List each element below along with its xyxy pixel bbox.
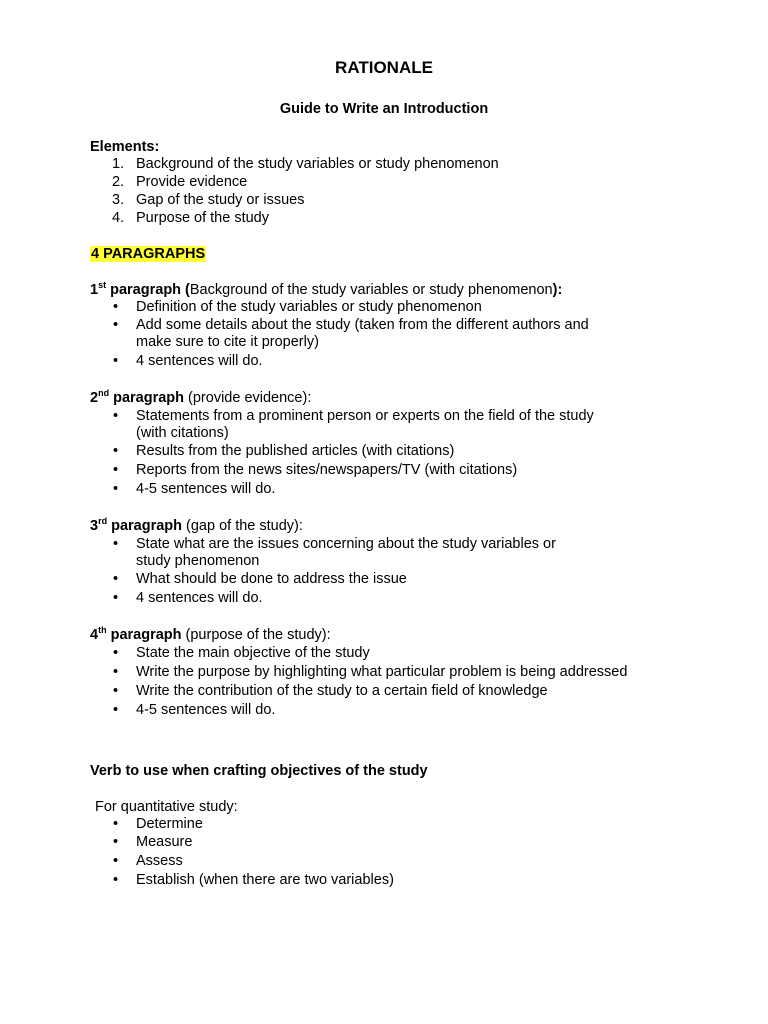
list-item: • 4-5 sentences will do. xyxy=(113,481,276,497)
bullet: • xyxy=(113,683,119,699)
bullet: • xyxy=(113,443,119,459)
paragraphs-section xyxy=(90,245,690,263)
list-item: • State the main objective of the study xyxy=(113,645,370,661)
list-item-continuation: study phenomenon xyxy=(136,553,260,569)
list-item: • Results from the published articles (with citations) xyxy=(113,443,455,459)
verbs-heading: Verb to use when crafting objectives of the study xyxy=(90,763,428,779)
list-item: • Definition of the study variables or study phenomenon xyxy=(113,299,482,315)
list-item: • Add some details about the study (taken from the different authors and xyxy=(113,317,589,333)
bullet: • xyxy=(113,408,119,424)
paragraphs-heading: 4 PARAGRAPHS xyxy=(91,246,206,262)
bullet: • xyxy=(113,834,119,850)
bullet: • xyxy=(113,299,119,315)
list-number: 3. xyxy=(112,192,125,208)
list-item-continuation: make sure to cite it properly) xyxy=(136,334,319,350)
paragraph-3-heading: 3rd paragraph (gap of the study): xyxy=(90,516,303,534)
paragraph-1-heading: 1st paragraph (Background of the study variables or study phenomenon): xyxy=(90,280,563,298)
bullet: • xyxy=(113,317,119,333)
list-item: • Measure xyxy=(113,834,193,850)
bullet: • xyxy=(113,853,119,869)
paragraph-2-heading: 2nd paragraph (provide evidence): xyxy=(90,388,312,406)
list-item: 1. Background of the study variables or study phenomenon xyxy=(112,156,499,172)
list-item: • 4 sentences will do. xyxy=(113,590,263,606)
list-number: 2. xyxy=(112,174,125,190)
elements-heading: Elements: xyxy=(90,139,160,155)
paragraph-3-section xyxy=(90,517,690,607)
document-subtitle: Guide to Write an Introduction xyxy=(279,101,489,117)
list-number: 1. xyxy=(112,156,125,172)
bullet: • xyxy=(113,536,119,552)
list-item: 4. Purpose of the study xyxy=(112,210,269,226)
quantitative-label: For quantitative study: xyxy=(95,799,238,815)
document-title: RATIONALE xyxy=(335,58,433,77)
bullet: • xyxy=(113,590,119,606)
bullet: • xyxy=(113,816,119,832)
bullet: • xyxy=(113,462,119,478)
paragraph-2-section xyxy=(90,389,690,498)
list-item: 3. Gap of the study or issues xyxy=(112,192,305,208)
bullet: • xyxy=(113,481,119,497)
paragraph-4-heading: 4th paragraph (purpose of the study): xyxy=(90,625,331,643)
list-item: • Write the purpose by highlighting what particular problem is being addressed xyxy=(113,664,628,680)
list-item: • 4-5 sentences will do. xyxy=(113,702,276,718)
elements-section xyxy=(90,138,690,227)
list-item: • Reports from the news sites/newspapers/TV (with citations) xyxy=(113,462,518,478)
bullet: • xyxy=(113,571,119,587)
quantitative-section xyxy=(90,798,690,889)
paragraph-4-section xyxy=(90,626,690,719)
list-item: • Assess xyxy=(113,853,183,869)
bullet: • xyxy=(113,353,119,369)
paragraph-1-section xyxy=(90,281,690,370)
list-item: • 4 sentences will do. xyxy=(113,353,263,369)
list-item: • Statements from a prominent person or experts on the field of the study xyxy=(113,408,594,424)
list-item-continuation: (with citations) xyxy=(136,425,229,441)
list-item: • State what are the issues concerning about the study variables or xyxy=(113,536,556,552)
bullet: • xyxy=(113,702,119,718)
list-item: • What should be done to address the issue xyxy=(113,571,407,587)
bullet: • xyxy=(113,645,119,661)
list-item: • Determine xyxy=(113,816,203,832)
list-item: • Write the contribution of the study to a certain field of knowledge xyxy=(113,683,548,699)
list-item: • Establish (when there are two variables) xyxy=(113,872,394,888)
verbs-section xyxy=(90,762,690,780)
list-number: 4. xyxy=(112,210,125,226)
bullet: • xyxy=(113,664,119,680)
bullet: • xyxy=(113,872,119,888)
list-item: 2. Provide evidence xyxy=(112,174,248,190)
